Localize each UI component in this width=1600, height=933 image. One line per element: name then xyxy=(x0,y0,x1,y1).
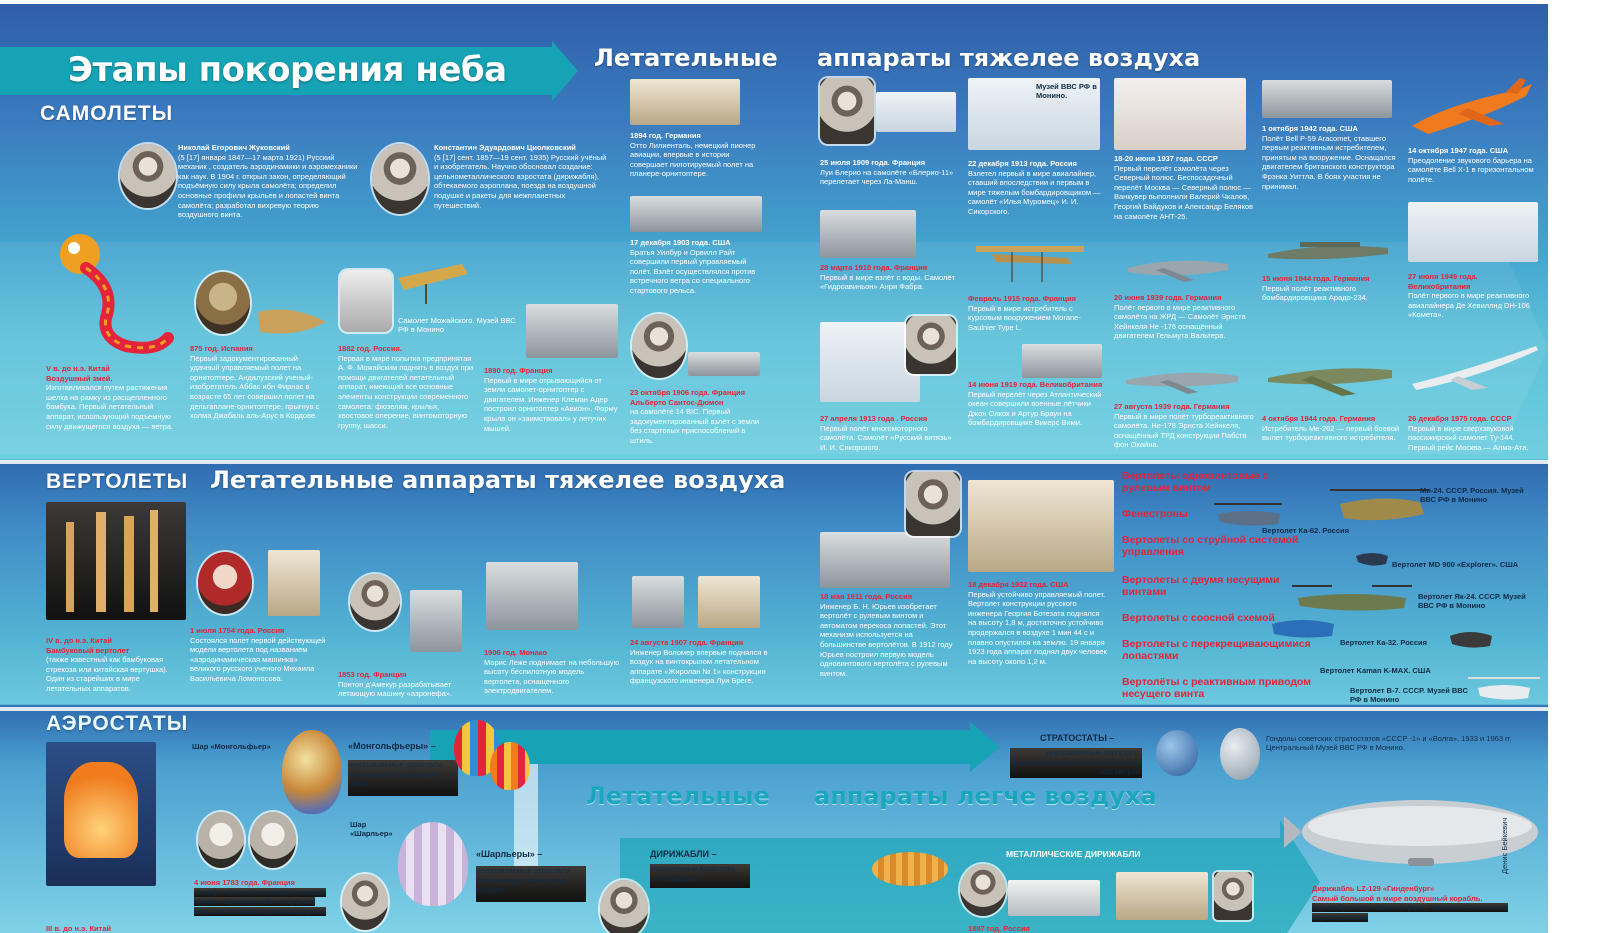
caption-ka32: Вертолет Ка-32. Россия xyxy=(1340,638,1428,647)
author-credit: Денис Бейкевич xyxy=(1500,817,1509,874)
arado-plane xyxy=(1264,234,1392,268)
heli-note-1907: 24 августа 1907 года. Франция Инженер Воломер впервые поднялся в воздух на винтокрылом летательном аппарате «Жиролан № 1» конструкции французского инженера Луи Бреге. xyxy=(630,638,768,686)
heli-heading: Летательные аппараты тяжелее воздуха xyxy=(210,466,786,494)
section-aerostats-title: АЭРОСТАТЫ xyxy=(46,712,189,735)
kmax-helicopter xyxy=(1440,616,1500,656)
caption-gondolas: Гондолы советских стратостатов «СССР -1» и «Волга». 1933 и 1963 гг. Центральный Музей ВВС РФ в Монино. xyxy=(1266,734,1512,752)
note-1944-jun: 15 июня 1944 года. Германия Первый полёт реактивного бомбардировщика Арадо-234. xyxy=(1262,274,1370,303)
photo-leger-model xyxy=(486,562,578,630)
heli-type-fenestron: Фенестроны xyxy=(1122,508,1188,520)
ornithopter-wing xyxy=(256,302,328,342)
portrait-zeppelin xyxy=(1214,872,1252,920)
photo-aeronef xyxy=(410,590,462,652)
portrait-sikorsky xyxy=(906,316,956,374)
charlier-text: неуправляемые аэростаты наполненные газом легче воздуха. xyxy=(476,866,586,902)
photo-metal-dirigible xyxy=(1008,880,1100,916)
note-1942: 1 октября 1942 года. США Полёт Bell P-59 Aracomet, ставшего первым реактивным истребителем, принятым на вооружение. Оснащался двигателем британского конструктора Фрэнка Уиттла. В боях участия не принимал. xyxy=(1262,124,1396,191)
heli-note-1906: 1906 год. Монако Морис Леже поднимает на небольшую высоту беспилотную модель вертолета, оснащенного электродвигателем. xyxy=(484,648,620,696)
note-1913-dec: 22 декабря 1913 года. Россия Взлетел первый в мире авиалайнер, ставший впоследствии и первым в мире тяжелым бомбардировщиком — самолёт «Илья Муромец» И. И. Сикорского. xyxy=(968,159,1101,216)
tu144-plane xyxy=(1408,340,1540,396)
title-banner-arrow xyxy=(552,41,578,101)
caption-museum-monino: Музей ВВС РФ в Монино. xyxy=(1036,82,1097,100)
charlier-title: «Шарльеры» – xyxy=(476,849,543,859)
note-1937: 18-20 июня 1937 года. СССР Первый перелёт самолёта через Северный полюс. Беспосадочный перелёт Москва — Северный полюс — Ванкувер выполнили Валерий Чкалов, Георгий Байдуков и Александр Беляков на самолёте АНТ-25. xyxy=(1114,154,1253,221)
caption-b7: Вертолет В-7. СССР. Музей ВВС РФ в Монино xyxy=(1350,686,1468,704)
note-1915: Февраль 1915 года. Франция Первый в мире истребитель с курсовым вооружением Morane-Saulnier Type L. xyxy=(968,294,1081,332)
caption-md900: Вертолет MD 900 «Explorer». США xyxy=(1392,560,1519,569)
photo-bleriot-plane xyxy=(876,92,956,132)
note-1890: 1890 год. Франция Первый в мире отрывающийся от земли самолет-орнитоптер с двигателем. Инженер Клеман Адер построил орнитоптер «Авион». Форму крыла он «заимствовал» у летучих мышей. xyxy=(484,366,618,433)
photo-yuriev-helicopter xyxy=(820,532,950,588)
photo-wright-brothers xyxy=(630,196,762,232)
right-margin xyxy=(1548,0,1600,933)
lighter-heading-left: Летательные xyxy=(586,782,770,810)
caption-mozhaisky: Самолет Можайского. Музей ВВС РФ в Монино xyxy=(398,316,516,334)
note-1939-aug: 27 августа 1939 года. Германия Первый в мире полёт турбореактивного самолёта. Не-178 Эрнста Хейнкеля, оснащённый ТРД конструкции Пабста фон Охайна. xyxy=(1114,402,1254,450)
portrait-santos-dumont xyxy=(632,314,686,378)
caption-kmax: Вертолет Kaman K-MAX. США xyxy=(1320,666,1431,675)
caption-yak24: Вертолет Як-24. СССР. Музей ВВС РФ в Монино xyxy=(1418,592,1526,610)
caption-ka62: Вертолет Ка-62. Россия xyxy=(1262,526,1350,535)
portrait-joseph-montgolfier xyxy=(198,812,244,868)
photo-ader-avion xyxy=(526,304,618,358)
montgolfier-text: неуправляемые аэростаты наполненные подогретым газом. xyxy=(348,760,458,796)
portrait-zhukovsky xyxy=(120,144,176,208)
strato-gondola-1 xyxy=(1156,730,1198,776)
portrait-ibn-firnas xyxy=(196,272,250,334)
metal-dirig-title: МЕТАЛЛИЧЕСКИЕ ДИРИЖАБЛИ xyxy=(1006,849,1141,859)
portrait-lomonosov xyxy=(198,552,252,614)
section-helicopters-title: ВЕРТОЛЕТЫ xyxy=(46,470,189,493)
heli-note-1754: 1 июля 1754 года. Россия Состоялся полет первой действующей модели вертолета под названием «аэродинамическая машинка» великого русского ученого Михаила Васильевича Ломоносова. xyxy=(190,626,326,683)
divider-aerostats xyxy=(0,707,1548,711)
montgolfier-balloon xyxy=(282,730,342,814)
caption-montgolfier-label: Шар «Монгольфьер» xyxy=(192,742,271,751)
portrait-mozhaisky xyxy=(340,270,392,332)
portrait-giffard xyxy=(600,880,648,933)
portrait-bleriot xyxy=(820,78,874,144)
heavier-heading-left: Летательные xyxy=(594,44,778,72)
note-1903: 17 декабря 1903 года. США Братья Уилбур и Орвилл Райт совершили первый управляемый полёт. Взлёт осуществлялся против встречного ветра со специального стартового рельса. xyxy=(630,238,756,295)
aero-note-1783: 4 июня 1783 года. Франция Жозеф и Этьен Монгольфье впервые в мире подняли в небо воздушный шар, заполненный горячим воздухом. xyxy=(194,878,326,916)
me262-plane xyxy=(1264,350,1396,400)
note-1906: 23 октября 1906 года. Франция Альберто Сантос-Дюмон на самолёте 14 BIC. Первый задокументированный взлёт с земли без стартовых приспособлений в штиль. xyxy=(630,388,760,445)
note-1944-oct: 4 октября 1944 года. Германия Истребитель Ме-262 — первый боевой вылет турбореактивного истребителя. xyxy=(1262,414,1400,443)
charlier-balloon xyxy=(398,822,468,906)
note-1939-jun: 20 июня 1939 года. Германия Полёт первого в мире реактивного самолёта на ЖРД — Самолёт Эрнста Хейнкеля He -176 оснащённый двигателем Гельмута Вальтера. xyxy=(1114,293,1246,341)
photo-volumard xyxy=(632,576,684,628)
hot-air-balloon-2 xyxy=(490,742,530,790)
heli-type-single-rotor: Вертолеты одновинтовые с рулевым винтом xyxy=(1122,470,1269,494)
note-1894: 1894 год. Германия Отто Лилиенталь, немецкий пионер авиации, впервые в истории совершает пилотируемый полет на планере-орнитоптере. xyxy=(630,131,756,179)
hindenburg-note: Дирижабль LZ-129 «Гинденбург» Самый большой в мире воздушный корабль. Год изобретения: 1936 г. Страна: Германия Технические характеристики: xyxy=(1312,884,1509,922)
note-1949: 27 июля 1949 года. Великобритания Полёт первого в мире реактивного авиалайнера Де Хевиллнд DH-106 «Комета». xyxy=(1408,272,1530,320)
chinese-kite-dragon xyxy=(46,218,176,354)
bio-zhukovsky: Николай Егорович Жуковский (5 [17] января 1847—17 марта 1921) Русский механик , создатель аэродинамики и аэромеханики как наук. В 1904 г. открыл закон, определяющий подъёмную силу крыла самолёта; определил основные профили крыльев и лопастей винта самолёта; разработал вихревую теорию воздушного винта. xyxy=(178,143,358,220)
dirig-text: управляемые аэростаты легче воздуха. xyxy=(650,864,750,888)
caption-mi24: Ми-24. СССР. Россия. Музей ВВС РФ в Монино xyxy=(1420,486,1524,504)
caption-charlier-label: Шар «Шарльер» xyxy=(350,820,393,838)
photo-comet xyxy=(1408,202,1538,262)
poster xyxy=(0,4,1548,933)
heli-type-intermeshing: Вертолеты с перекрещивающимися лопастями xyxy=(1122,638,1311,662)
note-1947: 14 октября 1947 года. США Преодоление звукового барьера на самолёте Bell X-1 в горизонтальном полёте. xyxy=(1408,146,1534,184)
note-1919: 14 июня 1919 года. Великобритания Первый перелёт через Атлантический океан совершили военные лётчики Джон Олкок и Артур Браун на бомбардировщике Викерс Вими. xyxy=(968,380,1103,428)
md900-helicopter xyxy=(1352,544,1392,570)
photo-bothezat xyxy=(968,480,1114,572)
bio-tsiolkovsky: Константин Эдуардович Циолковский (5 [17] сент. 1857—19 сент. 1935) Русский учёный и изобретатель. Научно обосновал создание: цельнометаллического аэростата (дирижабля), обтекаемого аэроплана, поезда на воздушной подушке и ракеты для межпланетных путешествий. xyxy=(434,143,607,210)
divider-helicopters xyxy=(0,460,1548,464)
montgolfier-title: «Монгольфьеры» – xyxy=(348,741,436,751)
photo-gyroplane xyxy=(698,576,760,628)
strato-gondola-2 xyxy=(1220,728,1260,780)
b7-helicopter xyxy=(1464,672,1544,706)
heli-note-1922: 18 декабря 1922 года. США Первый устойчиво управляемый полет. Вертолет конструкции русского инженера Георгия Ботезата поднялся на высоту 1,8 м, достаточно устойчиво продержался в воздухе 1 мин 44 с и плавно опустился на землю. 19 января 1923 года аппарат поднял двух человек на высоту около 1,2 м. xyxy=(968,580,1107,666)
photo-lilienthal-glider xyxy=(630,79,740,125)
photo-bell-p59 xyxy=(1262,80,1392,118)
photo-russky-vityaz xyxy=(820,322,920,402)
heli-note-china: IV в. до н.э. Китай Бамбуковый вертолет (также известный как бамбуковая стрекоза или китайская вертушка). Один из старейших в мире летательных аппаратов. xyxy=(46,636,168,693)
photo-lomonosov-machine xyxy=(268,550,320,616)
morane-plane xyxy=(972,232,1088,288)
lighter-heading-right: аппараты легче воздуха xyxy=(814,782,1157,810)
dirigible-early xyxy=(872,852,948,886)
aero-note-1887: 1887 год. Россия xyxy=(968,924,1030,933)
portrait-tsiolkovsky-2 xyxy=(960,864,1006,916)
heli-type-jet: Вертолёты с реактивным приводом несущего винта xyxy=(1122,676,1312,700)
photo-ant25 xyxy=(1114,78,1246,150)
heli-type-coaxial: Вертолеты с соосной схемой xyxy=(1122,612,1275,624)
portrait-charles xyxy=(342,874,388,930)
heavier-heading-right: аппараты тяжелее воздуха xyxy=(817,44,1201,72)
bell-x1-plane xyxy=(1408,74,1538,140)
ka32-helicopter xyxy=(1262,608,1342,644)
note-875: 875 год. Испания Первый задокументированный удачный управляемый полет на орнитоптере. Андалузский ученый-изобретатель Аббас ибн Фирнас в возрасте 65 лет совершил полет на дельтаплане-орнитоптере, прыгнув с холма Джабаль аль-Арус в Кордове. xyxy=(190,344,320,421)
photo-hydravion xyxy=(820,210,916,258)
portrait-yuriev xyxy=(906,472,960,536)
photo-14bis xyxy=(688,352,760,376)
aero-note-china: III в. до н.э. Китай xyxy=(46,924,112,933)
heli-type-tandem: Вертолеты с двумя несущими винтами xyxy=(1122,574,1280,598)
heli-note-1911: 18 мая 1911 года. Россия Инженер Б. Н. Юрьев изобретает вертолёт с рулевым винтом и автоматом перекоса лопастей. Этот механизм используется на большинстве вертолётов. В 1912 году Юрьев построил первую модель одновинтового вертолёта с рулевым винтом. xyxy=(820,592,953,678)
he176-plane xyxy=(1124,250,1234,284)
poster-title: Этапы покорения неба xyxy=(68,50,507,90)
aero-main-arrow-head xyxy=(970,722,1000,772)
strato-title: СТРАТОСТАТЫ – xyxy=(1040,733,1115,743)
mozhaisky-plane xyxy=(396,260,470,308)
section-planes-title: САМОЛЕТЫ xyxy=(40,102,174,125)
photo-alcock-brown xyxy=(1022,344,1102,378)
photo-sky-lantern xyxy=(46,742,156,886)
photo-bamboo-copter xyxy=(46,502,186,620)
dirig-title: ДИРИЖАБЛИ – xyxy=(650,849,717,859)
note-1910: 28 марта 1910 года. Франция Первый в мире взлёт с воды. Самолёт «Гидроавиньон» Анри Фабра. xyxy=(820,263,956,292)
note-1913-apr: 27 апреля 1913 года . Россия Первый полёт многомоторного самолёта. Самолёт «Русский витязь» И. И. Сикорского. xyxy=(820,414,952,452)
he178-plane xyxy=(1122,360,1242,396)
note-kite-china: V в. до н.э. Китай Воздушный змей. Изготавливался путем растяжения шелка на рамку из расщепленного бамбука. Первый летательный аппарат, использующий подъемную силу движущегося воздуха — ветра. xyxy=(46,364,174,431)
note-1975: 26 декабря 1975 года. СССР Первый в мире сверхзвуковой пассажирский самолет Ту-144. Первый рейс Москва — Алма-Ата. xyxy=(1408,414,1529,452)
portrait-tsiolkovsky xyxy=(372,144,428,214)
photo-zeppelin xyxy=(1116,872,1208,920)
note-1882: 1882 год. Россия. Первая в мире попытка предпринятая А. Ф. Можайским поднять в воздух при помощи двигателей летательный аппарат, имеющий все основные элементы конструкции современного самолета: фюзеляж, крылья, хвостовое оперение, винтомоторную группу, шасси. xyxy=(338,344,474,430)
note-1909: 25 июля 1909 года. Франция Луи Блерио на самолёте «Блерио-11» перелетает через Ла-Манш. xyxy=(820,158,954,187)
portrait-etienne-montgolfier xyxy=(250,812,296,868)
heli-note-1853: 1853 год. Франция Понтон д'Амекур разрабатывает летающую машину «аэронефа». xyxy=(338,670,453,699)
strato-text: неуправляемые аэростаты, поднимающиеся на высоту более 11 000 метров. xyxy=(1010,748,1142,778)
portrait-damecourt xyxy=(350,574,400,630)
heli-type-notar: Вертолеты со струйной системой управления xyxy=(1122,534,1299,558)
